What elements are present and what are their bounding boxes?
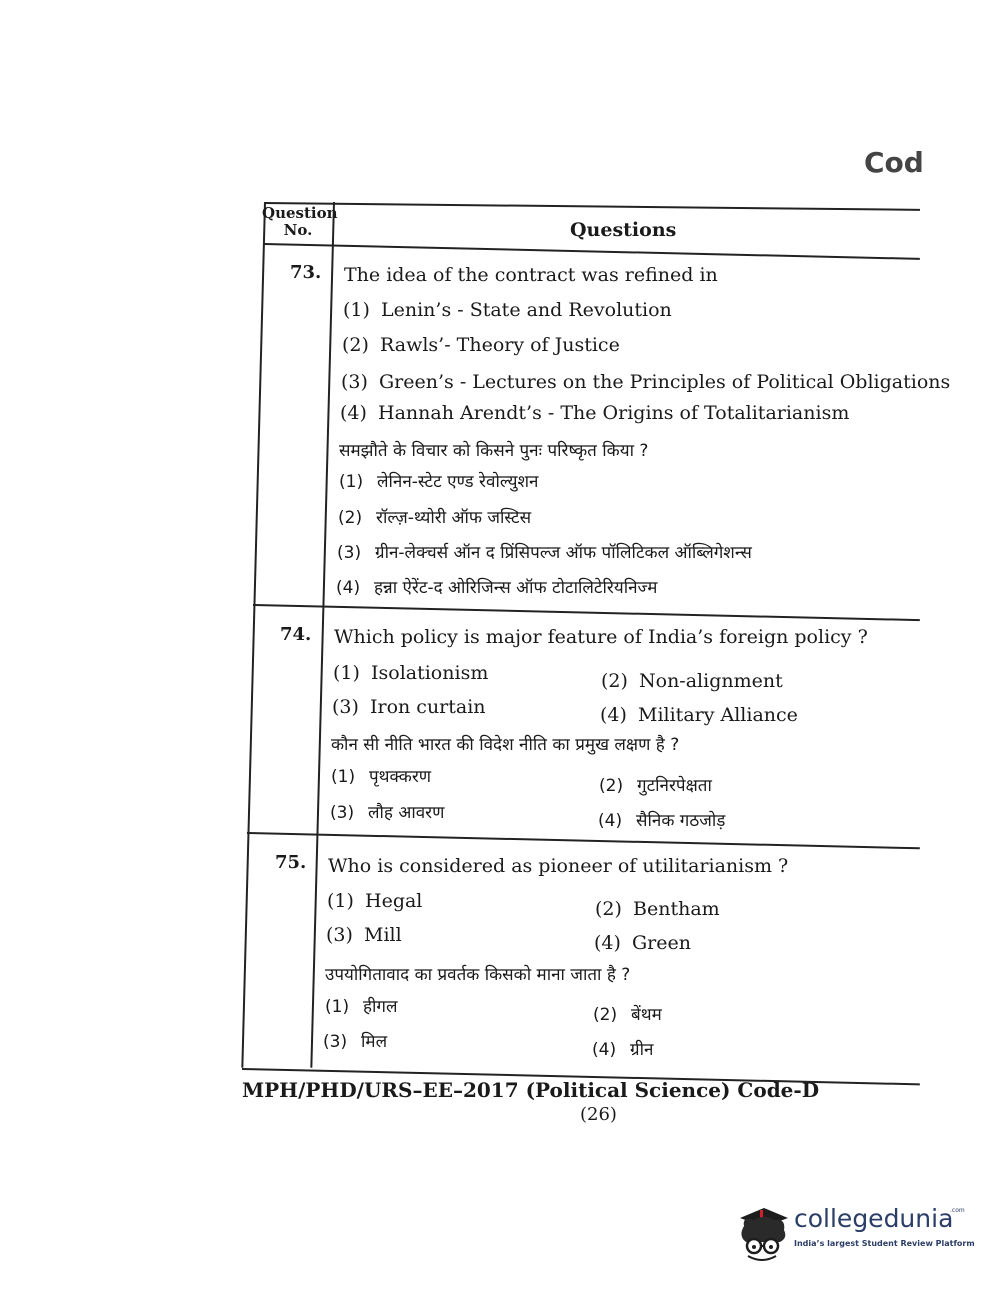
option-en: (1) Lenin’s - State and Revolution — [343, 299, 672, 321]
logo-dotcom: .com — [950, 1207, 965, 1214]
footer-code-line: MPH/PHD/URS–EE–2017 (Political Science) Code-D — [242, 1078, 820, 1102]
option-hi: (2) गुटनिरपेक्षता — [599, 776, 712, 796]
code-tag: Cod — [864, 146, 924, 179]
header-bottom-rule — [264, 243, 920, 259]
row-rule-73-74 — [253, 604, 920, 621]
question-number: 75. — [275, 852, 307, 873]
question-number: 74. — [280, 624, 312, 645]
option-en: (3) Green’s - Lectures on the Principles of Political Obligations — [341, 371, 951, 393]
logo-name: collegedunia — [794, 1204, 954, 1233]
option-hi: (3) मिल — [323, 1032, 388, 1052]
option-hi: (4) ग्रीन — [592, 1040, 654, 1060]
question-text-en: The idea of the contract was refined in — [344, 264, 718, 286]
question-text-hi: उपयोगितावाद का प्रवर्तक किसको माना जाता है ? — [325, 965, 631, 985]
question-text-en: Which policy is major feature of India’s foreign policy ? — [334, 626, 868, 648]
logo-tagline: India’s largest Student Review Platform — [794, 1239, 975, 1248]
header-question-no: Question No. — [262, 204, 338, 239]
page-number: (26) — [580, 1104, 617, 1125]
table-left-border — [241, 202, 265, 1068]
option-hi: (1) पृथक्करण — [331, 767, 432, 787]
option-en: (4) Military Alliance — [600, 704, 798, 726]
table-top-rule — [264, 202, 920, 210]
option-en: (1) Isolationism — [333, 662, 489, 684]
option-en: (3) Iron curtain — [332, 696, 486, 718]
option-hi: (1) लेनिन-स्टेट एण्ड रेवोल्युशन — [339, 472, 539, 492]
option-hi: (3) लौह आवरण — [330, 803, 445, 823]
option-hi: (4) सैनिक गठजोड़ — [598, 811, 726, 831]
row-rule-74-75 — [247, 832, 920, 849]
collegedunia-logo — [734, 1196, 975, 1266]
question-text-en: Who is considered as pioneer of utilitarianism ? — [328, 855, 789, 877]
option-hi: (3) ग्रीन-लेक्चर्स ऑन द प्रिंसिपल्ज ऑफ पॉलिटिकल ऑब्लिगेशन्स — [337, 543, 752, 563]
question-number: 73. — [290, 262, 322, 283]
option-en: (3) Mill — [326, 924, 402, 946]
option-en: (2) Bentham — [595, 898, 720, 920]
option-en: (1) Hegal — [327, 890, 423, 912]
option-hi: (2) बेंथम — [593, 1005, 662, 1025]
mascot-icon — [734, 1196, 792, 1266]
option-en: (2) Non-alignment — [601, 670, 783, 692]
option-hi: (4) हन्ना ऐरेंट-द ओरिजिन्स ऑफ टोटालिटेरियनिज्म — [336, 578, 658, 598]
option-en: (4) Hannah Arendt’s - The Origins of Totalitarianism — [340, 402, 850, 424]
question-text-hi: समझौते के विचार को किसने पुनः परिष्कृत किया ? — [339, 441, 649, 461]
option-hi: (2) रॉल्ज़-थ्योरी ऑफ जस्टिस — [338, 508, 532, 528]
option-hi: (1) हीगल — [325, 997, 398, 1017]
header-questions: Questions — [570, 219, 677, 241]
option-en: (4) Green — [594, 932, 691, 954]
option-en: (2) Rawls’- Theory of Justice — [342, 334, 620, 356]
question-text-hi: कौन सी नीति भारत की विदेश नीति का प्रमुख लक्षण है ? — [331, 735, 680, 755]
